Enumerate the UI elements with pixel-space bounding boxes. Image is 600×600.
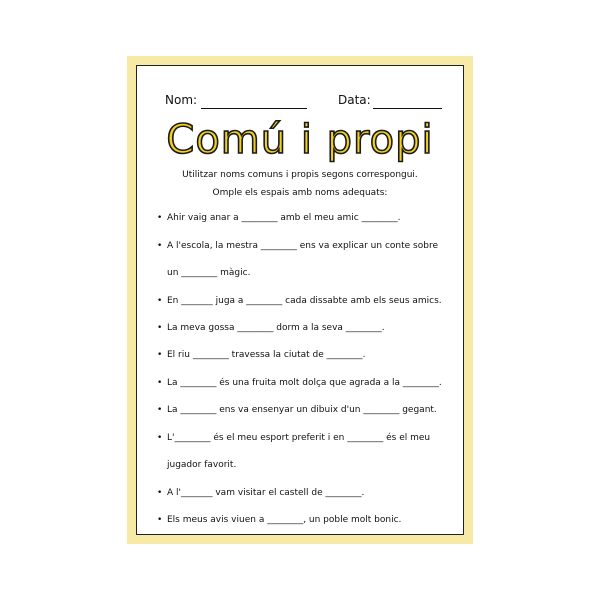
item-text: En _______ juga a ________ cada dissabte amb els seus amics. [167, 296, 442, 306]
item-text: jugador favorit. [167, 460, 237, 470]
list-item [157, 432, 447, 444]
list-item [157, 349, 447, 361]
item-text: La meva gossa ________ dorm a la seva ________. [167, 323, 385, 333]
list-item-continuation [167, 459, 447, 471]
bullet: • [157, 213, 163, 223]
item-text: La ________ ens va ensenyar un dibuix d'un ________ gegant. [167, 405, 437, 415]
list-item [157, 322, 447, 334]
list-item [157, 514, 447, 526]
name-line [201, 108, 307, 109]
item-text: Els meus avis viuen a ________, un poble molt bonic. [167, 515, 402, 525]
list-item [157, 240, 447, 252]
bullet: • [157, 378, 163, 388]
date-line [373, 108, 442, 109]
item-text: un ________ màgic. [167, 268, 251, 278]
bullet: • [157, 515, 163, 525]
bullet: • [157, 405, 163, 415]
worksheet-border [127, 56, 473, 544]
list-item [157, 295, 447, 307]
list-item [157, 212, 447, 224]
bullet: • [157, 241, 163, 251]
list-item [157, 404, 447, 416]
item-text: A l'_______ vam visitar el castell de ________. [167, 488, 365, 498]
list-item-continuation [167, 267, 447, 279]
header-row [137, 93, 463, 113]
worksheet-page [136, 65, 464, 535]
item-text: La ________ és una fruita molt dolça que agrada a la ________. [167, 378, 442, 388]
bullet: • [157, 296, 163, 306]
worksheet-title: Comú i propi [166, 117, 434, 163]
instruction-line-1: Utilitzar noms comuns i propis segons correspongui. [182, 170, 418, 180]
bullet: • [157, 323, 163, 333]
bullet: • [157, 433, 163, 443]
item-text: Ahir vaig anar a ________ amb el meu amic ________. [167, 213, 401, 223]
bullet: • [157, 350, 163, 360]
bullet: • [157, 488, 163, 498]
name-label: Nom: [165, 93, 198, 107]
item-text: A l'escola, la mestra ________ ens va explicar un conte sobre [167, 241, 438, 251]
item-text: L'________ és el meu esport preferit i en ________ és el meu [167, 433, 431, 443]
date-label: Data: [338, 93, 371, 107]
list-item [157, 487, 447, 499]
instruction-line-2: Omple els espais amb noms adequats: [212, 188, 388, 198]
item-text: El riu ________ travessa la ciutat de ________. [167, 350, 366, 360]
list-item [157, 377, 447, 389]
